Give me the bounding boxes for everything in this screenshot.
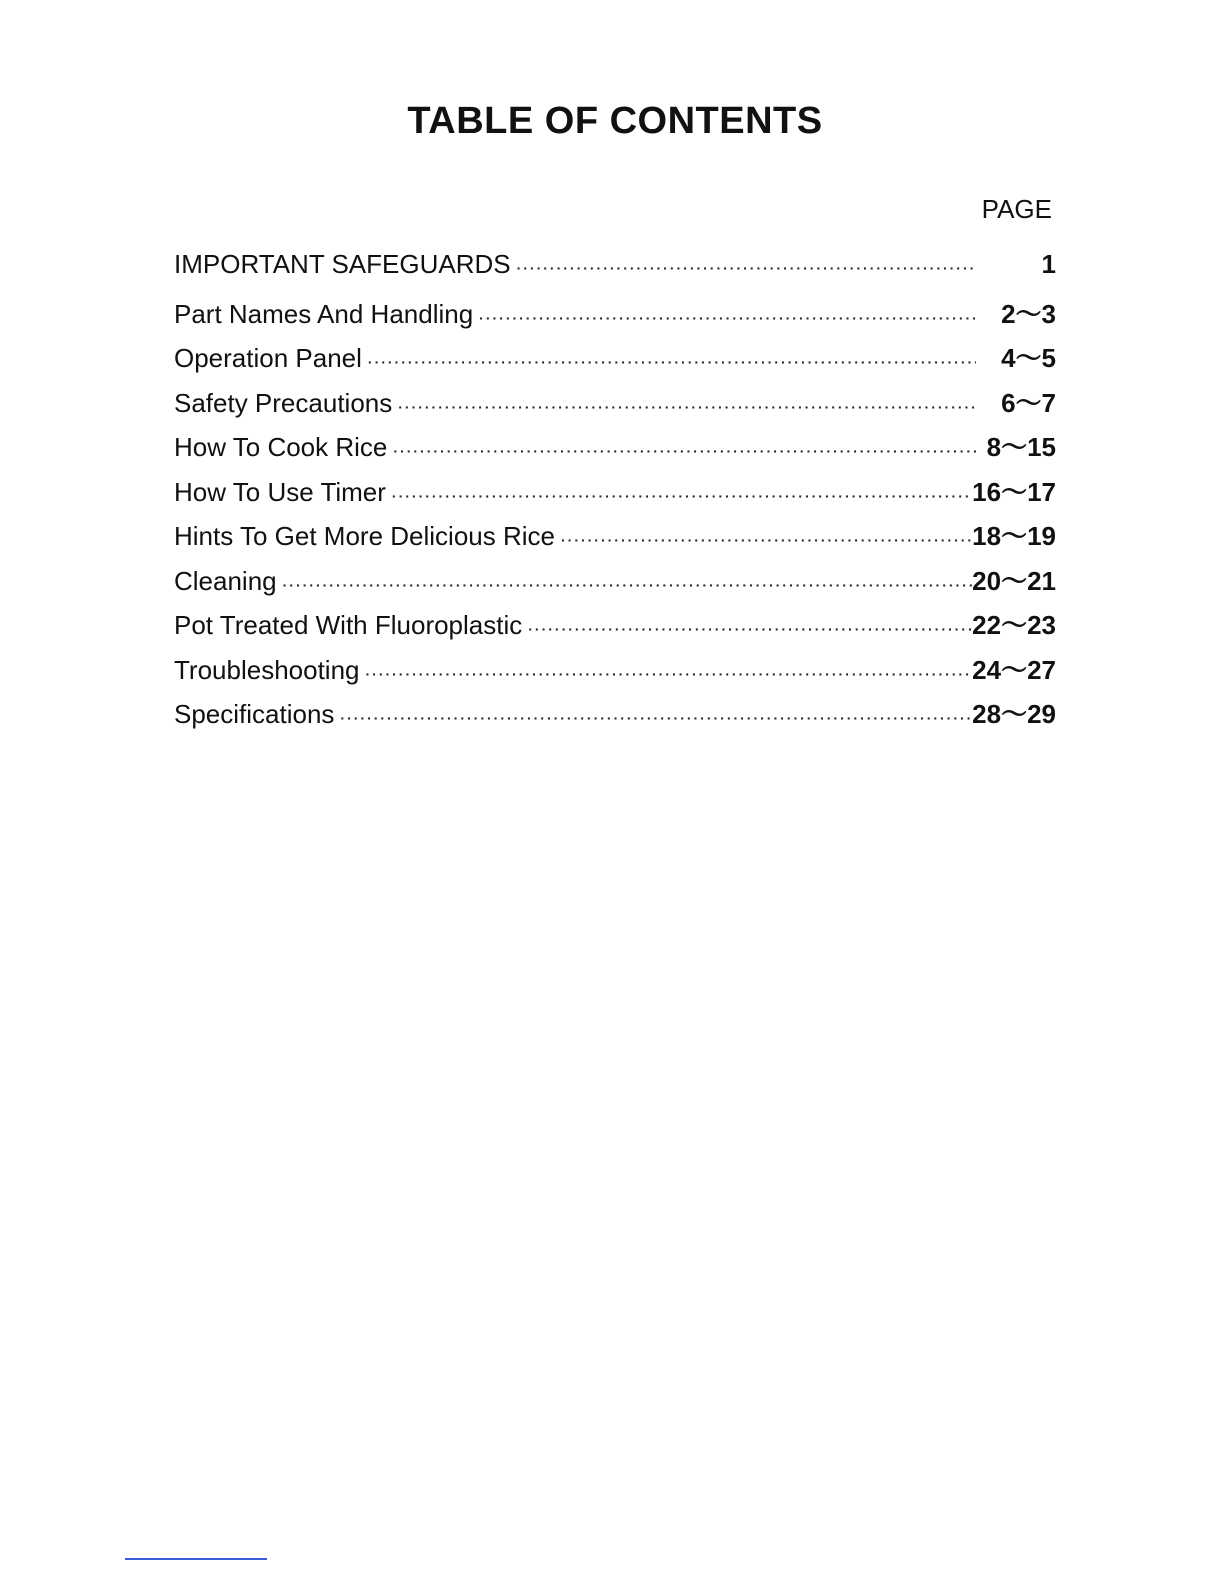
toc-entry[interactable] bbox=[174, 561, 1056, 606]
toc-entry-page: 8～15 bbox=[986, 432, 1056, 462]
toc-entry[interactable] bbox=[174, 516, 1056, 561]
dot-leader bbox=[528, 621, 972, 637]
toc-entry[interactable] bbox=[174, 383, 1056, 428]
page-title: TABLE OF CONTENTS bbox=[407, 100, 823, 142]
toc-entry-label: Operation Panel bbox=[174, 343, 362, 373]
toc-entry-label: Safety Precautions bbox=[174, 387, 393, 418]
toc-entry-page: 20～21 bbox=[972, 565, 1056, 596]
dot-leader bbox=[561, 532, 972, 548]
toc-entry-page: 6～7 bbox=[1001, 387, 1056, 418]
toc-entry[interactable] bbox=[174, 249, 1056, 294]
toc-entry-label: Pot Treated With Fluoroplastic bbox=[174, 610, 523, 640]
dot-leader bbox=[517, 260, 976, 276]
toc-entry[interactable] bbox=[174, 427, 1056, 472]
toc-entry[interactable] bbox=[174, 338, 1056, 383]
toc-entry-page: 28～29 bbox=[972, 699, 1056, 729]
toc-entry-label: IMPORTANT SAFEGUARDS bbox=[174, 249, 511, 279]
dot-leader bbox=[479, 310, 976, 326]
dot-leader bbox=[340, 710, 972, 726]
toc-entry[interactable] bbox=[174, 294, 1056, 339]
dot-leader bbox=[283, 577, 973, 593]
toc-entry-label: Specifications bbox=[174, 699, 335, 729]
toc-entry-page: 4～5 bbox=[1001, 343, 1056, 373]
dot-leader bbox=[393, 443, 976, 459]
toc-entry[interactable] bbox=[174, 650, 1056, 695]
dot-leader bbox=[366, 666, 973, 682]
dot-leader bbox=[392, 488, 972, 504]
toc-entry-page: 1 bbox=[1041, 249, 1056, 279]
toc-entry-label: Part Names And Handling bbox=[174, 298, 474, 329]
toc-entry[interactable] bbox=[174, 694, 1056, 739]
toc-entry-label: Cleaning bbox=[174, 565, 277, 596]
dot-leader bbox=[368, 354, 976, 370]
toc-entry-label: Hints To Get More Delicious Rice bbox=[174, 521, 555, 551]
table-of-contents bbox=[174, 249, 1056, 739]
toc-entry-page: 2～3 bbox=[1001, 298, 1056, 329]
toc-entry-page: 16～17 bbox=[972, 476, 1056, 507]
toc-entry-label: Troubleshooting bbox=[174, 654, 360, 685]
toc-entry-page: 18～19 bbox=[972, 521, 1056, 551]
toc-entry-label: How To Use Timer bbox=[174, 476, 386, 507]
footer-divider bbox=[125, 1558, 267, 1560]
toc-entry-page: 24～27 bbox=[972, 654, 1056, 685]
toc-entry-label: How To Cook Rice bbox=[174, 432, 388, 462]
toc-entry-page: 22～23 bbox=[972, 610, 1056, 640]
toc-entry[interactable] bbox=[174, 605, 1056, 650]
toc-entry[interactable] bbox=[174, 472, 1056, 517]
page-column-header: PAGE bbox=[981, 194, 1052, 224]
dot-leader bbox=[398, 399, 976, 415]
